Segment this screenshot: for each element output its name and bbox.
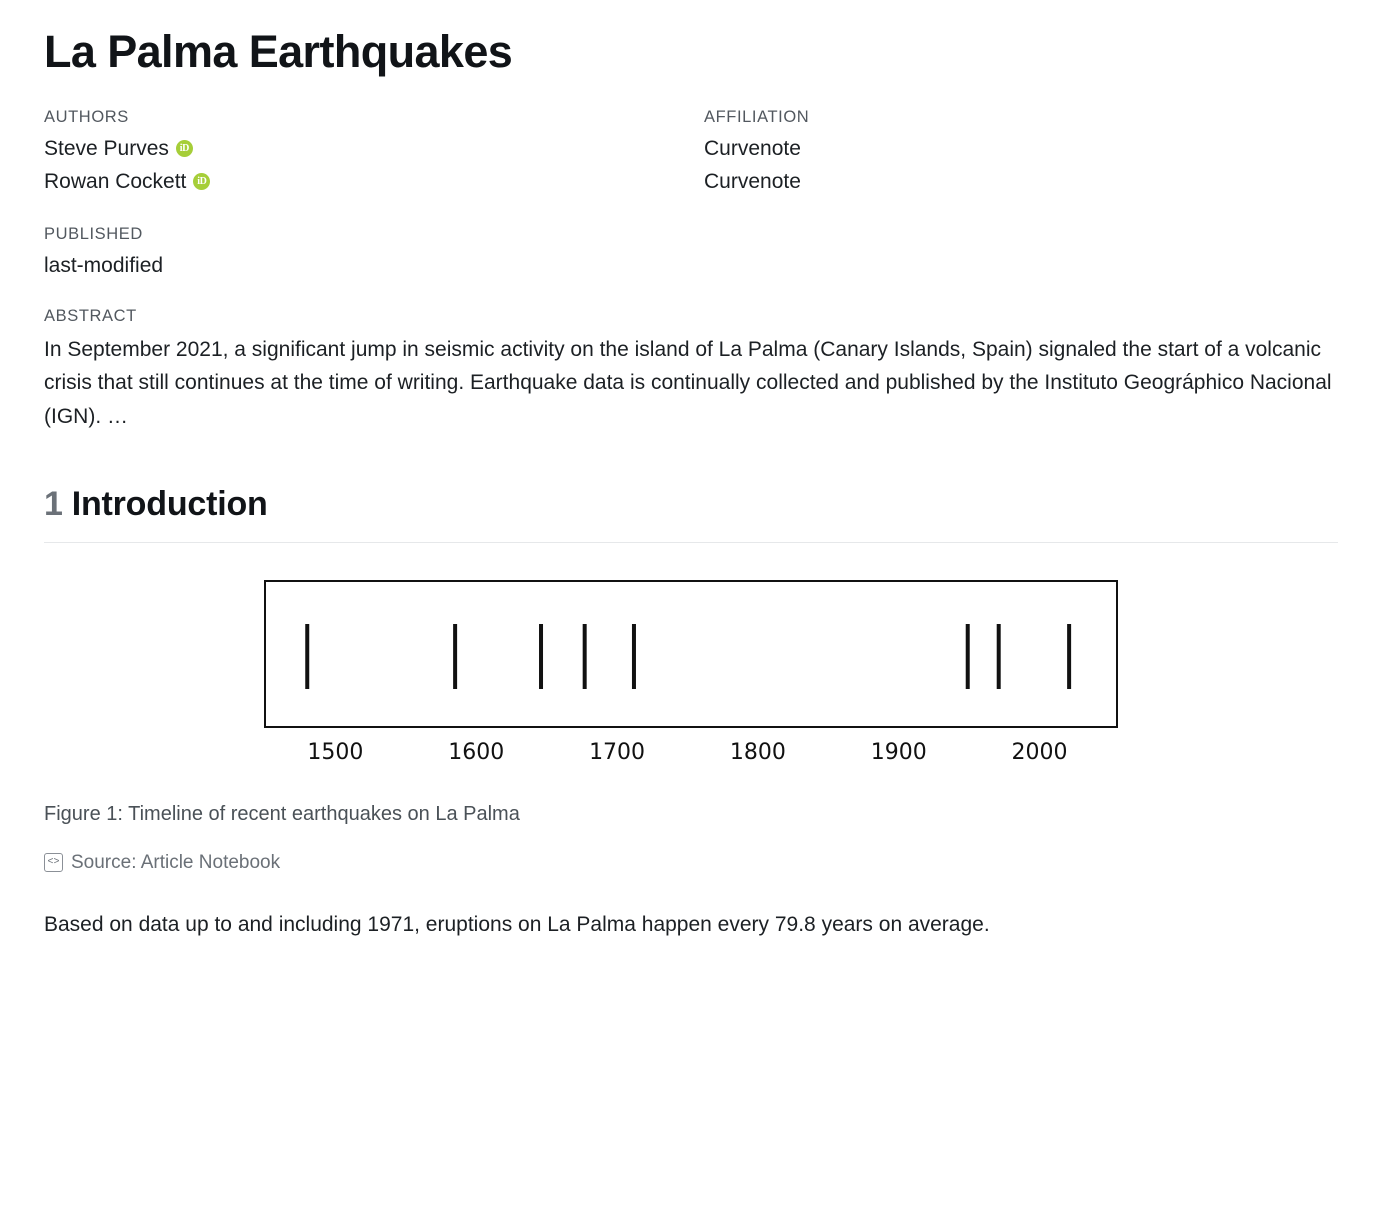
article-metadata xyxy=(44,108,1338,200)
svg-text:1900: 1900 xyxy=(870,739,927,765)
affiliation-value: Curvenote xyxy=(704,169,801,193)
section-number: 1 xyxy=(44,484,63,523)
affiliation-label: AFFILIATION xyxy=(704,107,810,126)
spacer xyxy=(44,199,1338,225)
published-block xyxy=(44,225,1338,281)
figure-container xyxy=(44,577,1338,826)
author-name: Rowan Cockett xyxy=(44,169,187,193)
source-link[interactable] xyxy=(44,852,1338,874)
source-label: Source: Article Notebook xyxy=(71,851,281,873)
section-title: Introduction xyxy=(71,484,268,523)
affiliation-value: Curvenote xyxy=(704,136,801,160)
chart-frame xyxy=(265,581,1117,727)
spacer xyxy=(44,281,1338,307)
authors-label: AUTHORS xyxy=(44,107,129,126)
author-entry xyxy=(44,134,704,164)
section-heading xyxy=(44,485,1338,543)
svg-text:2000: 2000 xyxy=(1011,739,1068,765)
published-label: PUBLISHED xyxy=(44,225,143,244)
page-title: La Palma Earthquakes xyxy=(44,26,513,77)
orcid-icon[interactable] xyxy=(193,173,210,190)
figure-caption: Figure 1: Timeline of recent earthquakes on La Palma xyxy=(44,802,520,825)
published-value: last-modified xyxy=(44,254,164,278)
timeline-plot xyxy=(44,577,1338,777)
affiliation-block xyxy=(704,108,1338,200)
author-name: Steve Purves xyxy=(44,136,169,160)
notebook-code-icon: <> xyxy=(44,853,63,872)
author-entry xyxy=(44,167,704,197)
svg-text:1600: 1600 xyxy=(448,739,505,765)
figure-1 xyxy=(44,577,1338,826)
svg-text:1800: 1800 xyxy=(729,739,786,765)
abstract-label: ABSTRACT xyxy=(44,307,137,326)
x-axis-labels xyxy=(307,740,1067,765)
svg-text:1700: 1700 xyxy=(589,739,646,765)
abstract-text: In September 2021, a significant jump in seismic activity on the island of La Palma (Canary Islands, Spain) signaled the start of a volcanic crisis that still continues at the time of writing. Earthquake data is continually collected and published by the Instituto Geográphico Nacional (IGN). … xyxy=(44,338,1332,428)
body-paragraph: Based on data up to and including 1971, eruptions on La Palma happen every 79.8 years on average. xyxy=(44,912,990,936)
orcid-icon[interactable] xyxy=(176,140,193,157)
timeline-chart-svg xyxy=(261,577,1121,777)
abstract-block xyxy=(44,307,1338,433)
authors-block xyxy=(44,108,704,200)
svg-text:1500: 1500 xyxy=(307,739,364,765)
